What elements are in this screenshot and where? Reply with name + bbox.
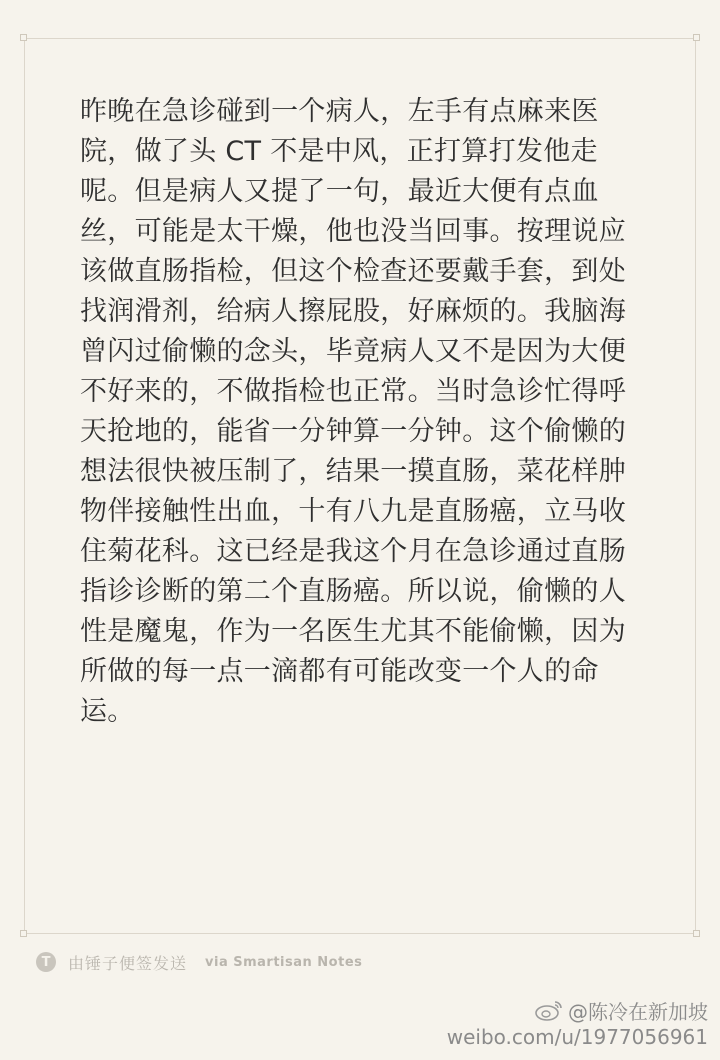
footer-label-en: via Smartisan Notes [205,954,363,970]
footer-label-cn: 由锤子便签发送 [68,953,188,973]
frame-corner-bottom-left [20,930,27,937]
frame-corner-top-right [693,34,700,41]
frame-corner-top-left [20,34,27,41]
watermark-url: weibo.com/u/1977056961 [446,1025,708,1049]
weibo-logo-icon [534,999,564,1021]
note-body-text: 昨晚在急诊碰到一个病人，左手有点麻来医院，做了头 CT 不是中风，正打算打发他走呢。但是病人又提了一句，最近大便有点血丝，可能是太干燥，他也没当回事。按理说应该做直肠指检，但这个检查还要戴手套，到处找润滑剂，给病人擦屁股，好麻烦的。我脑海曾闪过偷懒的念头，毕竟病人又不是因为大便不好来的，不做指检也正常。当时急诊忙得呼天抢地的，能省一分钟算一分钟。这个偷懒的想法很快被压制了，结果一摸直肠，菜花样肿物伴接触性出血，十有八九是直肠癌，立马收住菊花科。这已经是我这个月在急诊通过直肠指诊诊断的第二个直肠癌。所以说，偷懒的人性是魔鬼，作为一名医生尤其不能偷懒，因为所做的每一点一滴都有可能改变一个人的命运。 [80,96,626,727]
weibo-watermark [447,996,708,1050]
smartisan-app-icon: T [36,952,56,972]
watermark-handle: @陈冷在新加坡 [568,999,708,1024]
frame-corner-bottom-right [693,930,700,937]
app-footer [36,950,362,974]
